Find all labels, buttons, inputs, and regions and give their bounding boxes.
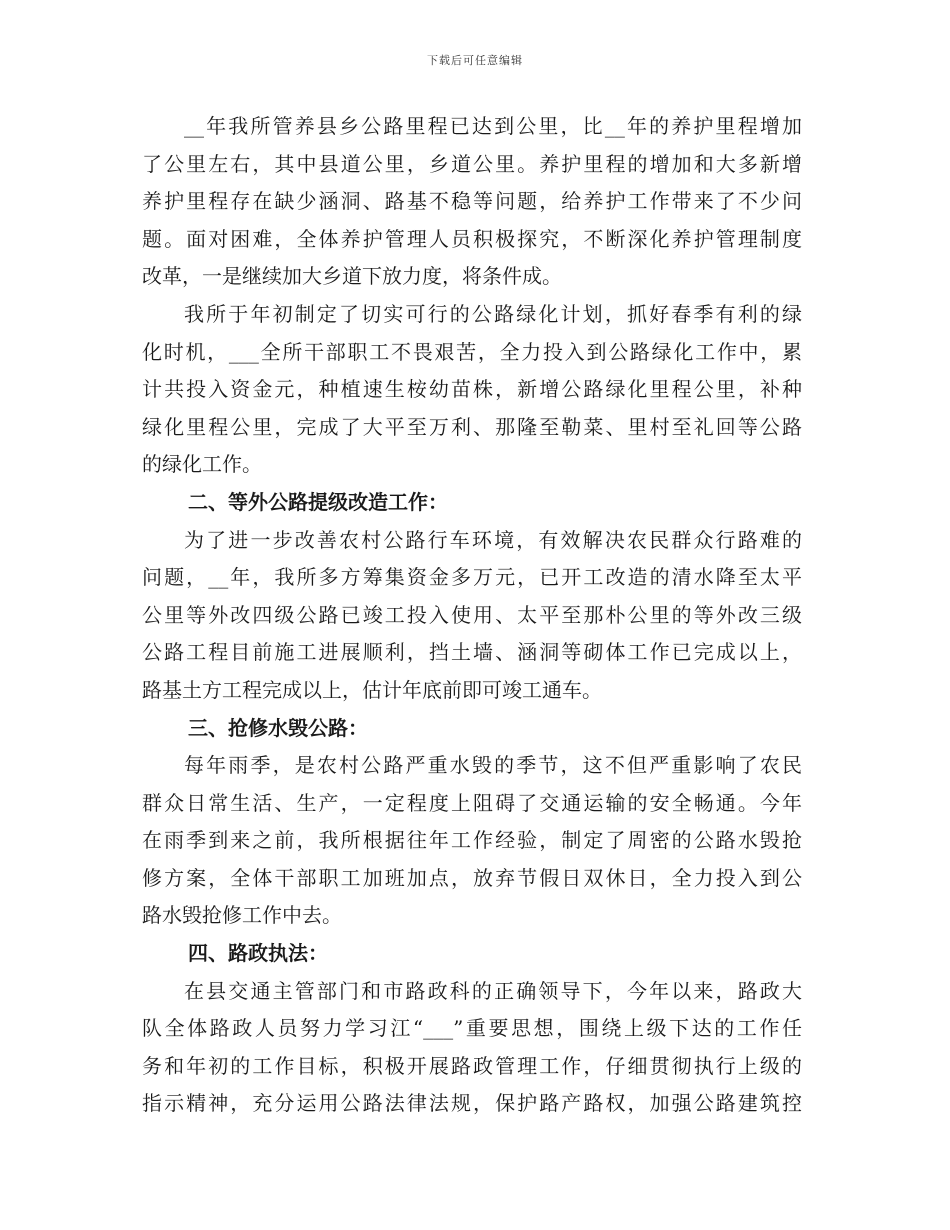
text-line: 务和年初的工作目标，积极开展路政管理工作，仔细贯彻执行上级的 (142, 1053, 802, 1078)
section-heading: 四、路政执法： (188, 941, 328, 966)
section-heading: 三、抢修水毁公路： (188, 715, 368, 740)
text-line: 绿化里程公里，完成了大平至万利、那隆至勒菜、里村至礼回等公路 (142, 414, 802, 439)
text-line: 在县交通主管部门和市路政科的正确领导下，今年以来，路政大 (184, 978, 802, 1003)
text-line: 公里等外改四级公路已竣工投入使用、太平至那朴公里的等外改三级 (142, 602, 802, 627)
text-line: 队全体路政人员努力学习江“___”重要思想，围绕上级下达的工作任 (142, 1016, 802, 1041)
text-line: 在雨季到来之前，我所根据往年工作经验，制定了周密的公路水毁抢 (142, 828, 802, 853)
text-line: 路水毁抢修工作中去。 (142, 903, 342, 928)
text-line: 了公里左右，其中县道公里，乡道公里。养护里程的增加和大多新增 (142, 151, 802, 176)
text-line: 改革，一是继续加大乡道下放力度，将条件成。 (142, 264, 562, 289)
text-line: 养护里程存在缺少涵洞、路基不稳等问题，给养护工作带来了不少问 (142, 189, 802, 214)
text-line: 修方案，全体干部职工加班加点，放弃节假日双休日，全力投入到公 (142, 865, 802, 890)
text-line: 路基土方工程完成以上，估计年底前即可竣工通车。 (142, 677, 602, 702)
text-line: 问题，__年，我所多方筹集资金多万元，已开工改造的清水降至太平 (142, 565, 802, 590)
text-line: 计共投入资金元，种植速生桉幼苗株，新增公路绿化里程公里，补种 (142, 377, 802, 402)
text-line: 群众日常生活、生产，一定程度上阻碍了交通运输的安全畅通。今年 (142, 790, 802, 815)
page-header: 下载后可任意编辑 (427, 54, 523, 67)
text-line: 题。面对困难，全体养护管理人员积极探究，不断深化养护管理制度 (142, 226, 802, 251)
section-heading: 二、等外公路提级改造工作： (188, 489, 448, 514)
text-line: 化时机，___全所干部职工不畏艰苦，全力投入到公路绿化工作中，累 (142, 339, 802, 364)
text-line: __年我所管养县乡公路里程已达到公里，比__年的养护里程增加 (184, 114, 802, 138)
text-line: 为了进一步改善农村公路行车环境，有效解决农民群众行路难的 (184, 527, 802, 552)
text-line: 每年雨季，是农村公路严重水毁的季节，这不但严重影响了农民 (184, 753, 802, 778)
document-body (142, 108, 802, 1123)
text-line: 我所于年初制定了切实可行的公路绿化计划，抓好春季有利的绿 (184, 301, 802, 326)
text-line: 指示精神，充分运用公路法律法规，保护路产路权，加强公路建筑控 (142, 1091, 802, 1116)
text-line: 公路工程目前施工进展顺利，挡土墙、涵洞等砌体工作已完成以上， (142, 640, 802, 665)
text-line: 的绿化工作。 (142, 452, 262, 477)
